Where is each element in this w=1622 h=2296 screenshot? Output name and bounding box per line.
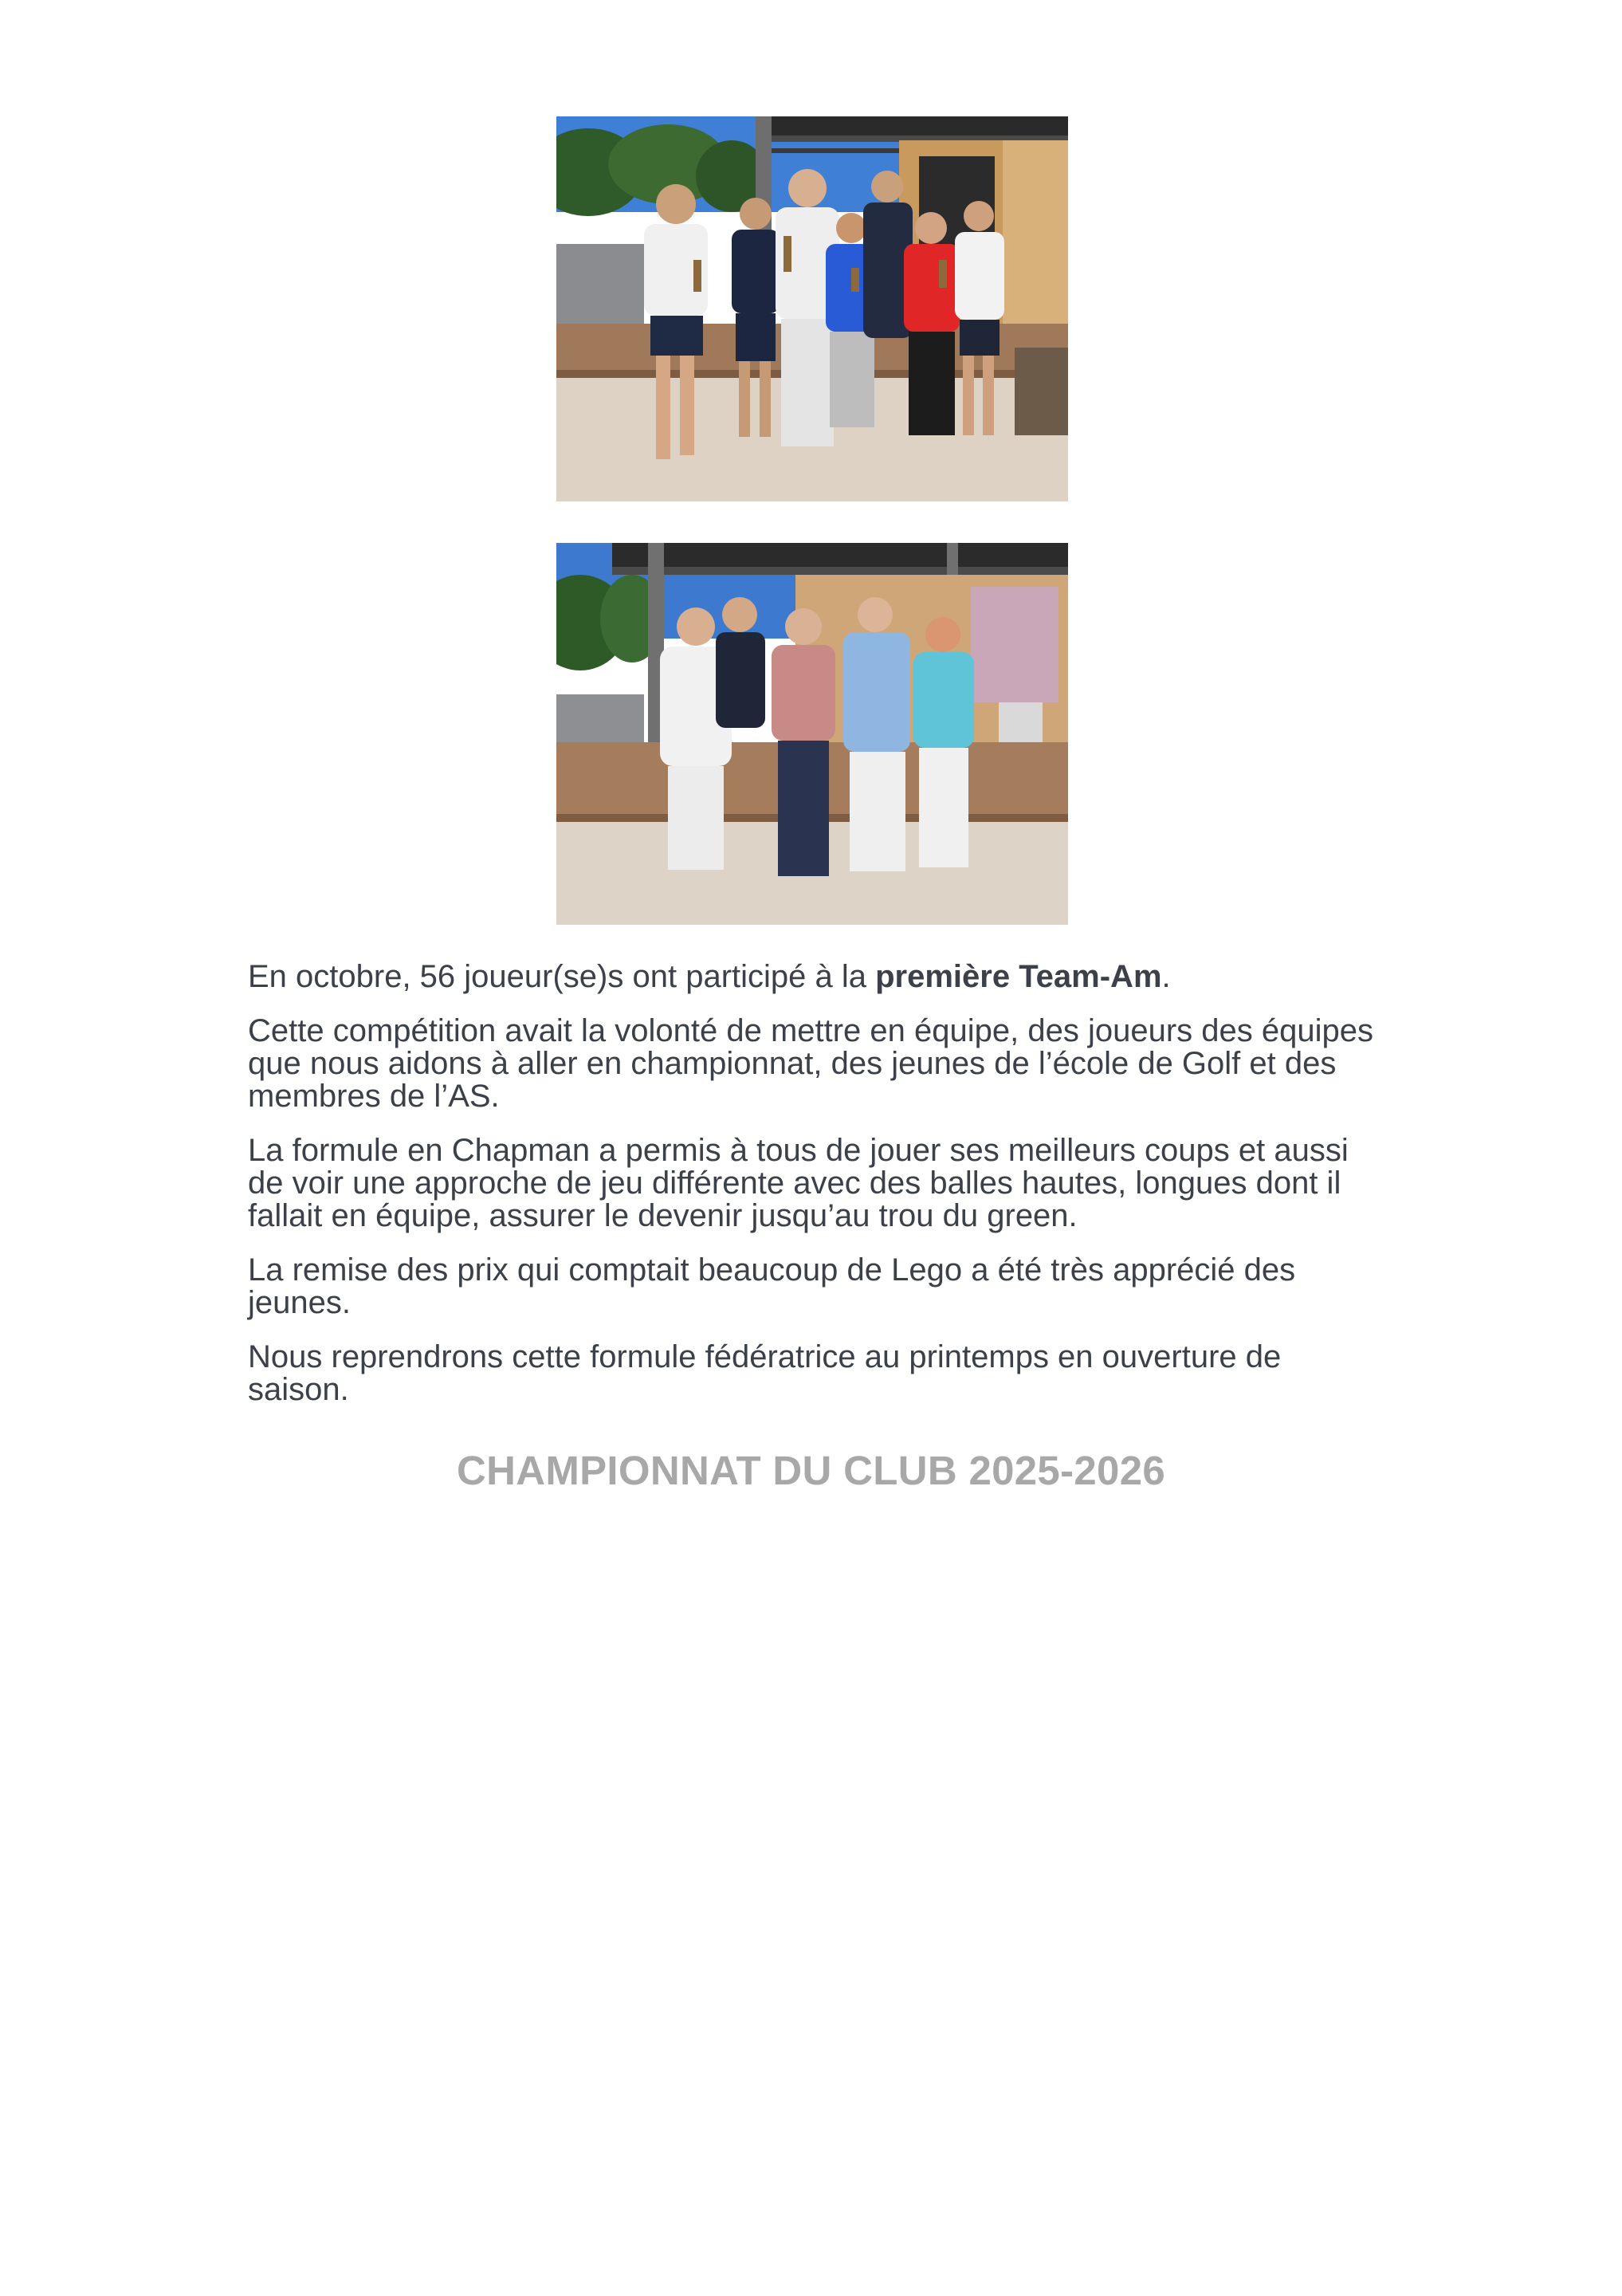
intro-event-name: première Team-Am [875,959,1162,994]
paragraph-prizes: La remise des prix qui comptait beaucoup de Lego a été très apprécié des jeunes. [248,1252,1296,1320]
team-am-adult-winners-photo [556,543,1068,925]
section-heading: CHAMPIONNAT DU CLUB 2025-2026 [456,1448,1166,1493]
paragraph-competition: Cette compétition avait la volonté de mettre en équipe, des joueurs des équipes que nous aidons à aller en championnat, des jeunes de l’école de Golf et des membres de l’AS. [248,1013,1373,1114]
paragraph-chapman: La formule en Chapman a permis à tous de jouer ses meilleurs coups et aussi de voir une approche de jeu différente avec des balles hautes, longues dont il fallait en équipe, assurer le devenir jusqu’au trou du green. [248,1133,1349,1233]
team-am-junior-winners-photo [556,116,1068,501]
article-body [248,961,1380,1428]
paragraph-intro [248,961,1380,993]
paragraph-next-season: Nous reprendrons cette formule fédératrice au printemps en ouverture de saison. [248,1339,1282,1407]
intro-text: En octobre, 56 joueur(se)s ont participé à la [248,959,876,994]
intro-end: . [1161,959,1171,994]
